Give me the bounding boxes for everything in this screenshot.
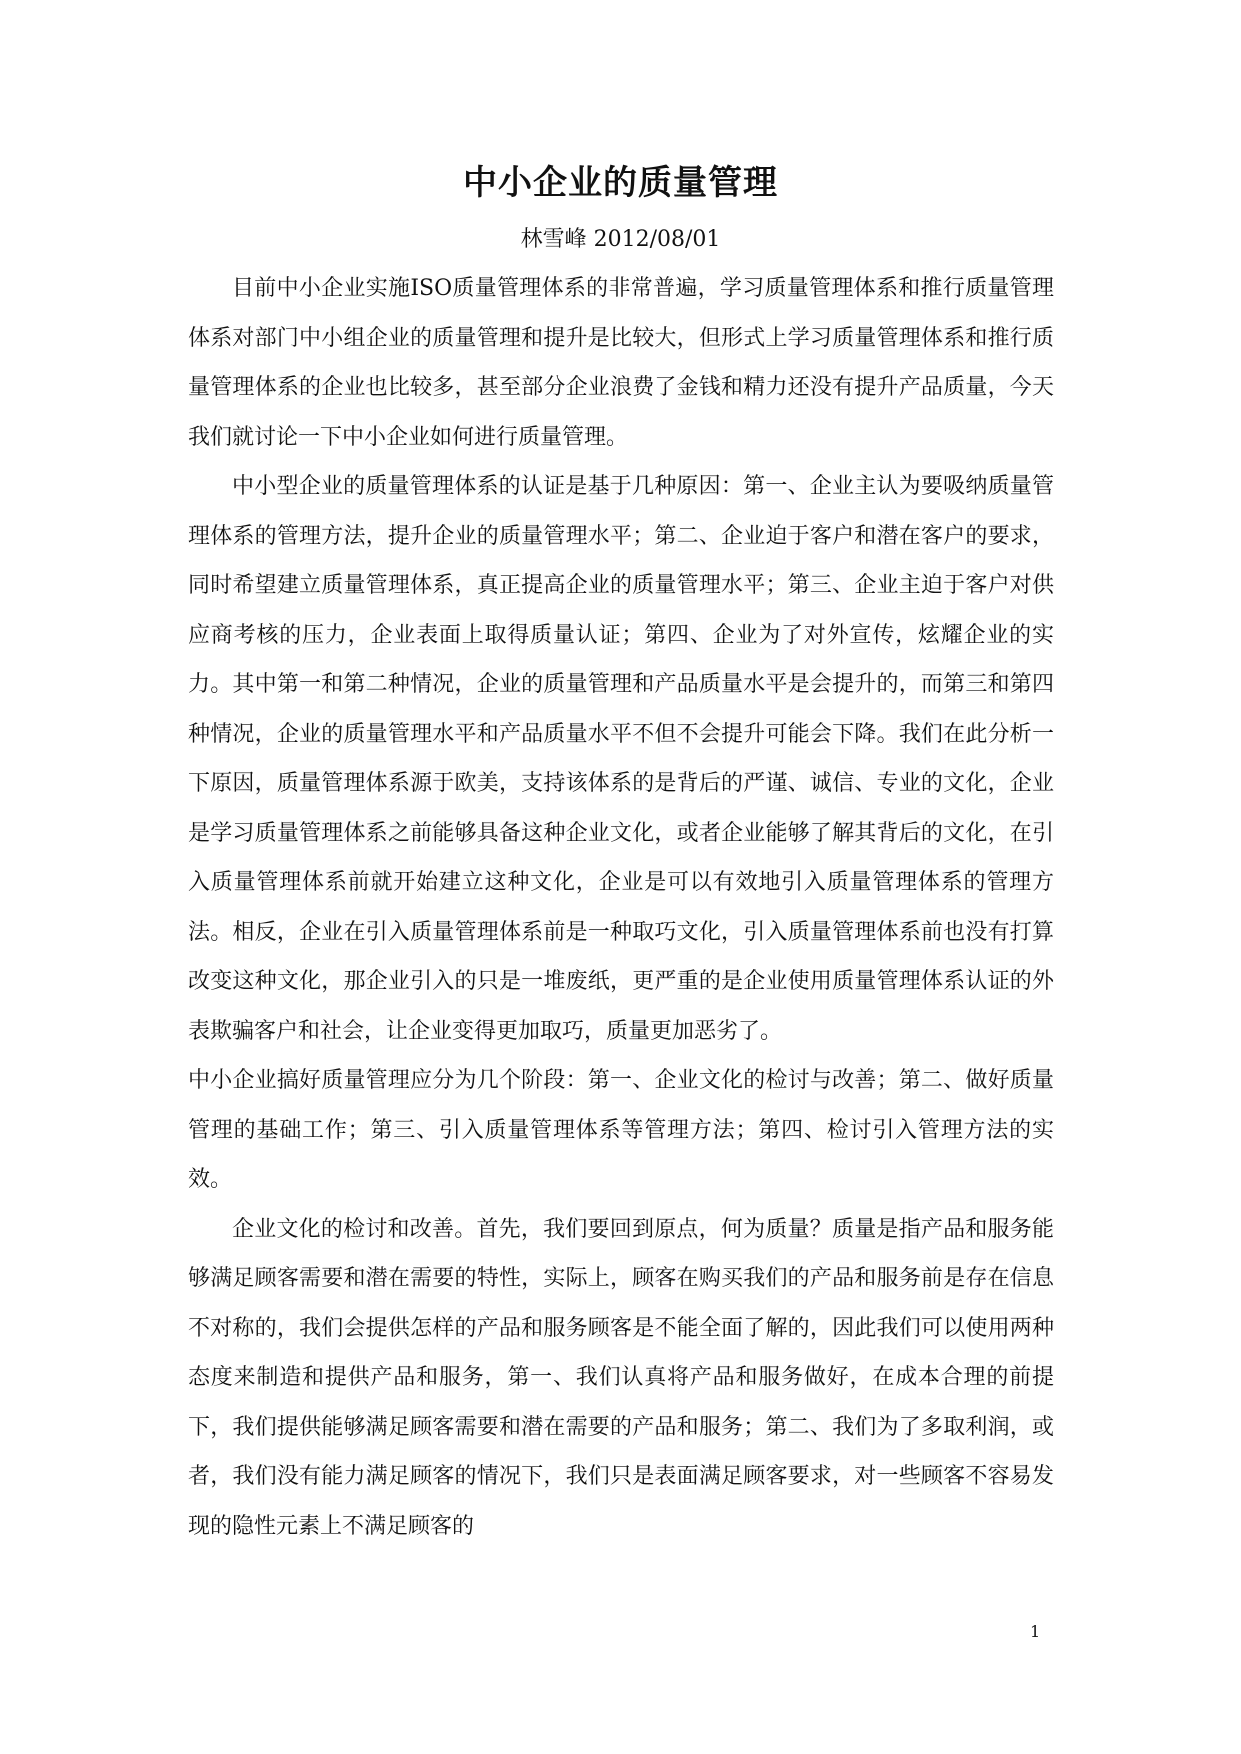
paragraph-stages: 中小企业搞好质量管理应分为几个阶段：第一、企业文化的检讨与改善；第二、做好质量管理的基础工作；第三、引入质量管理体系等管理方法；第四、检讨引入管理方法的实效。 [188, 1068, 1054, 1192]
document-body [188, 264, 1054, 1551]
page-number: 1 [1030, 1622, 1041, 1641]
document-title: 中小企业的质量管理 [463, 163, 778, 203]
paragraph-intro: 目前中小企业实施ISO质量管理体系的非常普遍，学习质量管理体系和推行质量管理体系对部门中小组企业的质量管理和提升是比较大，但形式上学习质量管理体系和推行质量管理体系的企业也比较多，甚至部分企业浪费了金钱和精力还没有提升产品质量，今天我们就讨论一下中小企业如何进行质量管理。 [188, 276, 1054, 450]
author-date-line: 林雪峰 2012/08/01 [520, 227, 721, 252]
paragraph-culture-review: 企业文化的检讨和改善。首先，我们要回到原点，何为质量？质量是指产品和服务能够满足顾客需要和潜在需要的特性，实际上，顾客在购买我们的产品和服务前是存在信息不对称的，我们会提供怎样的产品和服务顾客是不能全面了解的，因此我们可以使用两种态度来制造和提供产品和服务，第一、我们认真将产品和服务做好，在成本合理的前提下，我们提供能够满足顾客需要和潜在需要的产品和服务；第二、我们为了多取利润，或者，我们没有能力满足顾客的情况下，我们只是表面满足顾客要求，对一些顾客不容易发现的隐性元素上不满足顾客的 [188, 1216, 1054, 1539]
paragraph-certification-reasons: 中小型企业的质量管理体系的认证是基于几种原因：第一、企业主认为要吸纳质量管理体系的管理方法，提升企业的质量管理水平；第二、企业迫于客户和潜在客户的要求，同时希望建立质量管理体系，真正提高企业的质量管理水平；第三、企业主迫于客户对供应商考核的压力，企业表面上取得质量认证；第四、企业为了对外宣传，炫耀企业的实力。其中第一和第二种情况，企业的质量管理和产品质量水平是会提升的，而第三和第四种情况，企业的质量管理水平和产品质量水平不但不会提升可能会下降。我们在此分析一下原因，质量管理体系源于欧美，支持该体系的是背后的严谨、诚信、专业的文化，企业是学习质量管理体系之前能够具备这种企业文化，或者企业能够了解其背后的文化，在引入质量管理体系前就开始建立这种文化，企业是可以有效地引入质量管理体系的管理方法。相反，企业在引入质量管理体系前是一种取巧文化，引入质量管理体系前也没有打算改变这种文化，那企业引入的只是一堆废纸，更严重的是企业使用质量管理体系认证的外表欺骗客户和社会，让企业变得更加取巧，质量更加恶劣了。 [188, 474, 1054, 1044]
